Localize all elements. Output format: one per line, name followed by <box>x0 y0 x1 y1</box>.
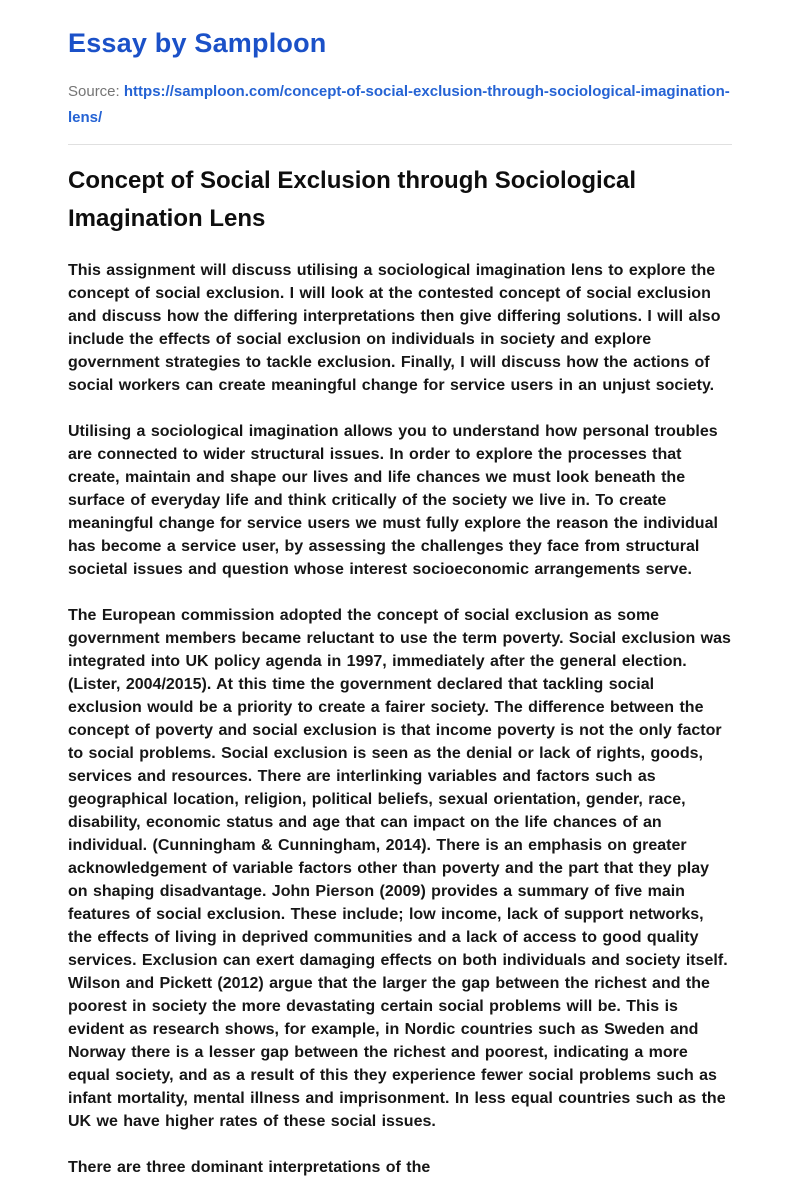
page-title: Essay by Samploon <box>68 28 327 58</box>
essay-paragraph-social-exclusion-concept: The European commission adopted the concept of social exclusion as some government members became reluctant to use the term poverty. Social exclusion was integrated into UK policy agenda in 1997, immediately after the general election. (Lister, 2004/2015). At this time the government declared that tackling social exclusion would be a priority to create a fairer society. The difference between the concept of poverty and social exclusion is that income poverty is not the only factor to social problems. Social exclusion is seen as the denial or lack of rights, goods, services and resources. There are interlinking variables and factors such as geographical location, religion, political beliefs, sexual orientation, gender, race, disability, economic status and age that can impact on the life chances of an individual. (Cunningham & Cunningham, 2014). There is an emphasis on greater acknowledgement of variable factors other than poverty and the part that they play on shaping disadvantage. John Pierson (2009) provides a summary of five main features of social exclusion. These include; low income, lack of support networks, the effects of living in deprived communities and a lack of access to good quality services. Exclusion can exert damaging effects on both individuals and society itself. Wilson and Pickett (2012) argue that the larger the gap between the richest and the poorest in society the more devastating certain social problems will be. This is evident as research shows, for example, in Nordic countries such as Sweden and Norway there is a lesser gap between the richest and poorest, indicating a more equal society, and as a result of this they experience fewer social problems such as infant mortality, mental illness and imprisonment. In less equal countries such as the UK we have higher rates of these social issues. <box>68 607 731 1130</box>
essay-paragraph-sociological-imagination: Utilising a sociological imagination allows you to understand how personal troubles are connected to wider structural issues. In order to explore the processes that create, maintain and shape our lives and life chances we must look beneath the surface of everyday life and think critically of the society we live in. To create meaningful change for service users we must fully explore the reason the individual has become a service user, by assessing the challenges they face from structural societal issues and question whose interest socioeconomic arrangements serve. <box>68 423 718 578</box>
source-link[interactable]: https://samploon.com/concept-of-social-exclusion-through-sociological-imagination-lens/ <box>68 83 730 126</box>
essay-paragraph-intro: This assignment will discuss utilising a sociological imagination lens to explore the concept of social exclusion. I will look at the contested concept of social exclusion and discuss how the differing interpretations then give differing solutions. I will also include the effects of social exclusion on individuals in society and explore government strategies to tackle exclusion. Finally, I will discuss how the actions of social workers can create meaningful change for service users in an unjust society. <box>68 262 721 394</box>
essay-body <box>68 259 732 1179</box>
source-label: Source: <box>68 83 120 100</box>
source-line <box>68 79 732 131</box>
divider <box>68 144 732 145</box>
essay-title: Concept of Social Exclusion through Sociological Imagination Lens <box>68 167 637 232</box>
essay-paragraph-interpretations-partial: There are three dominant interpretations of the <box>68 1159 431 1176</box>
